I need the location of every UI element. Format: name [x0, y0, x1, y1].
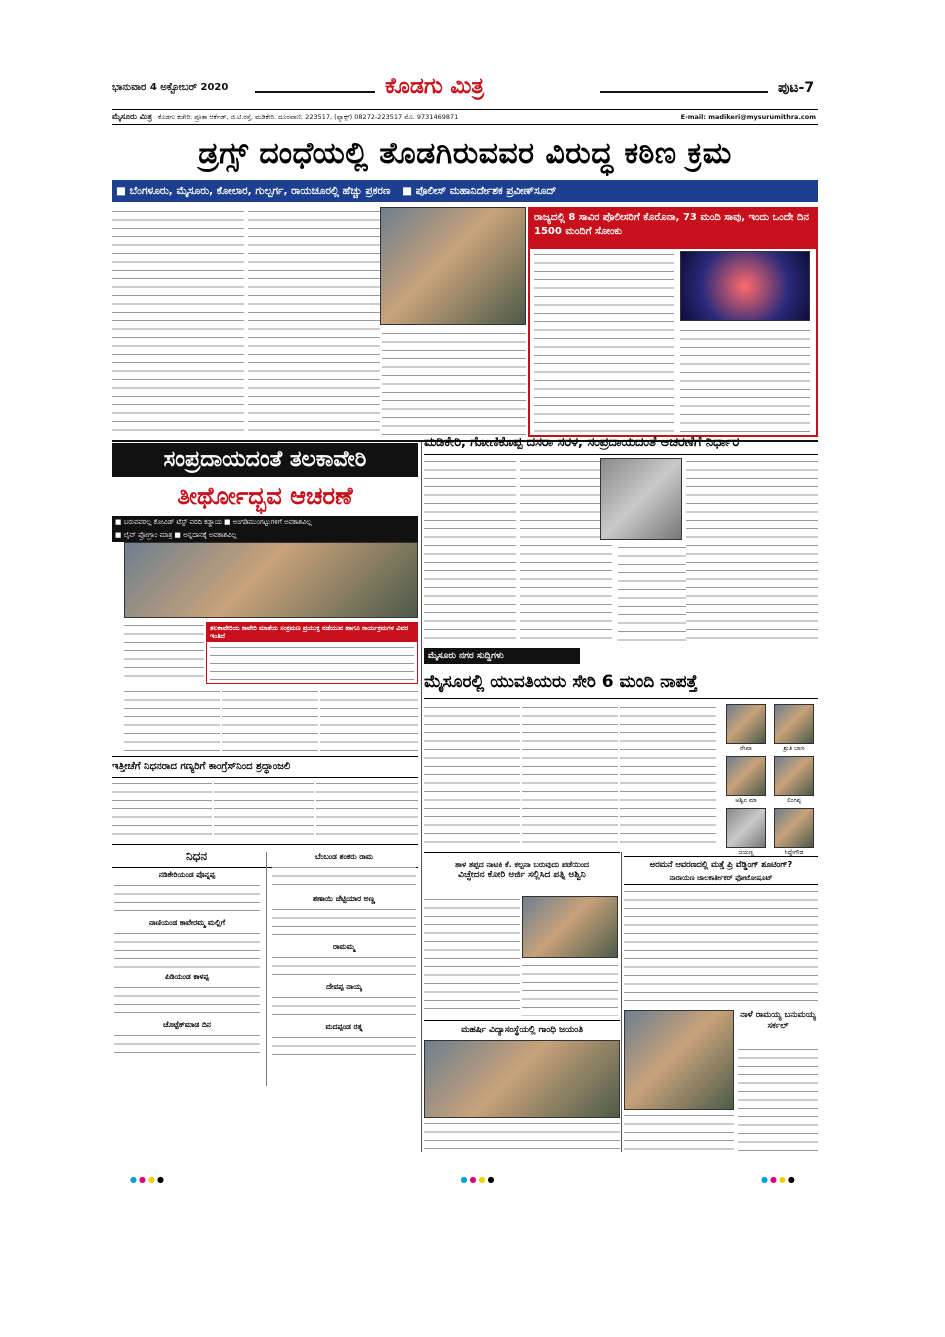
obit-column-right: [266, 852, 418, 1086]
info-box-body: [210, 644, 414, 680]
wedding-headline: ಅರಮನೆ ಆವರಣದಲ್ಲಿ ಮತ್ತೆ ಪ್ರಿ ವೆಡ್ಡಿಂಗ್ ಶೂಟಿಂಗ್?: [624, 856, 818, 871]
obit-text-9: [272, 1034, 416, 1056]
kalpana-photo: [522, 896, 618, 958]
talacauvery-info-box: [206, 622, 418, 684]
kalpana-col-2: [522, 962, 618, 1016]
covid-virus-image: [680, 251, 810, 321]
lead-subhead-2: ■ ಪೊಲೀಸ್ ಮಹಾನಿರ್ದೇಶಕ ಪ್ರವೀಣ್‌ಸೂದ್: [402, 185, 556, 197]
obit-name-6: ಶಣಾಯಿ ಚೆಟ್ಟಿಯಾರ ಅಣ್ಣ: [312, 894, 376, 903]
mysuru-headline: ಮೈಸೂರಲ್ಲಿ ಯುವತಿಯರು ಸೇರಿ 6 ಮಂದಿ ನಾಪತ್ತೆ: [424, 666, 818, 699]
gandhi-headline: ಮಹರ್ಷಿ ವಿದ್ಯಾಸಂಸ್ಥೆಯಲ್ಲಿ ಗಾಂಧಿ ಜಯಂತಿ: [424, 1020, 620, 1039]
col-divider-main: [421, 442, 422, 1152]
portrait-1-caption: ರೇಖಾ: [740, 745, 752, 752]
portrait-6: [774, 808, 814, 848]
mysuru-col-1: [424, 704, 520, 846]
kalpana-headline-2: ವಿಚ್ಛೇದನ ಕೋರಿ ಅರ್ಜಿ ಸಲ್ಲಿಸಿದ ಪತ್ನಿ ಅಶ್ವಿನಿ: [458, 870, 586, 880]
covid-box: [528, 207, 818, 437]
wedding-photo: [624, 1010, 734, 1110]
page-number: ಪುಟ-7: [778, 80, 815, 96]
talacauvery-headline-2: ತೀರ್ಥೋದ್ಭವ ಆಚರಣೆ: [177, 482, 353, 510]
obit-text-1: [114, 882, 260, 916]
congress-col-3: [316, 780, 418, 840]
talacauvery-tags: [112, 516, 418, 542]
obit-name-7: ರಾಮಮ್ಮ: [333, 942, 355, 951]
masthead-title: ಕೊಡಗು ಮಿತ್ರ: [385, 74, 485, 99]
dasara-portrait: [600, 458, 682, 540]
talacauvery-col-1: [124, 622, 204, 682]
mysuru-col-3: [620, 704, 716, 846]
lead-photo-police: [380, 207, 526, 325]
nale-headline: ನಾಳೆ ರಾಮಯ್ಯ ಬನುಮಯ್ಯ ಸರ್ಕಲ್: [739, 1010, 816, 1031]
wedding-body: [624, 888, 818, 1006]
strip-text: ಕೊಡಗು ಕಚೇರಿ: ಪ್ರೂತಾ ಆರ್ಕೆಡ್, ಜಿ.ಟಿ.ರಸ್ತೆ, ಮಡಿಕೇರಿ. ದೂರವಾಣಿ: 223517, (ಫ್ಯಾಕ್ಸ್) 08272-223517 ಮೊ. 9731469871: [157, 113, 459, 121]
dasara-col-1: [424, 458, 516, 646]
print-registration-marks: ●●●● ●●●● ●●●●: [130, 1175, 797, 1184]
dasara-headline: ಮಡಿಕೇರಿ, ಗೋಣಿಕೊಪ್ಪ ದಸರಾ ಸರಳ, ಸಂಪ್ರದಾಯದಂತೆ ಆಚರಣೆಗೆ ನಿರ್ಧಾರ: [424, 432, 818, 455]
obit-name-3: ಪಿಡಿಯಂಡ ಕಾಳಪ್ಪ: [165, 972, 209, 981]
wedding-subhead: ನಾರಾಯಣ ಜಾಲಕಾರ್ತೀಕರ್ ಫೋಟೋಷೂಟ್: [624, 872, 818, 885]
kalpana-headline-1: ತಾಳ ತಪ್ಪದ ನಾಟಕಿ ಕೆ. ಕಲ್ಪನಾ ಬರುವುದು ಪಡೆಯಿಂದ: [455, 860, 589, 869]
portrait-4: [774, 756, 814, 796]
lead-col-3: [382, 330, 526, 436]
tag-4: ■ ಅನ್ನದಾನಕ್ಕೆ ಅವಕಾಶವಿಲ್ಲ: [174, 531, 236, 539]
obituary-heading: ನಿಧನ: [112, 844, 418, 868]
col-divider-right: [621, 852, 622, 1152]
portrait-5-caption: ಜಯಣ್ಣ: [738, 849, 754, 856]
obit-text-6: [272, 906, 416, 940]
wedding-caption: [624, 1112, 734, 1152]
nale-body: [738, 1046, 818, 1152]
lead-subhead-bar: [112, 180, 818, 202]
kalpana-col-1: [424, 896, 520, 1016]
talacauvery-col-4: [320, 688, 418, 756]
congress-col-1: [112, 780, 212, 840]
portrait-4-caption: ಲಿಂಗಪ್ಪ: [786, 797, 802, 804]
portrait-2-caption: ಶ್ರುತಿ ಬಾಣ: [783, 745, 805, 752]
masthead-rule-left: [255, 91, 375, 93]
congress-headline: ಇತ್ತೀಚೆಗೆ ನಿಧನರಾದ ಗಣ್ಯರಿಗೆ ಕಾಂಗ್ರೆಸ್‌ನಿಂದ ಶ್ರದ್ಧಾಂಜಲಿ: [112, 756, 418, 778]
masthead-date: ಭಾನುವಾರ 4 ಅಕ್ಟೋಬರ್ 2020: [112, 82, 229, 93]
gandhi-caption-text: [424, 1120, 620, 1152]
tag-2: ■ ಅಂಗಡಿಮುಂಗಟ್ಟುಗಳಿಗೆ ಅವಕಾಶವಿಲ್ಲ: [224, 518, 312, 526]
portrait-2: [774, 704, 814, 744]
covid-body-2: [680, 327, 810, 433]
obit-name-5: ಬೆಂಬಂಡ ಶಂಕರು ರಾಮ: [314, 852, 374, 861]
strip-brand: ಮೈಸೂರು ಮಿತ್ರ: [112, 112, 152, 121]
obit-text-2: [114, 930, 260, 970]
obit-name-9: ಮದಪ್ಪಂಡ ರತ್ನ: [325, 1022, 363, 1031]
masthead-rule-right: [600, 91, 768, 93]
portrait-6-caption: ಸಿದ್ದೇಗೌಡ: [784, 849, 804, 856]
tag-3: ■ ಲೈವ್ ಪ್ರೋಗ್ರಾಂ ಮಾತ್ರ: [115, 531, 172, 539]
portrait-1: [726, 704, 766, 744]
obit-name-8: ದೇವಪ್ಪ ನಾಯ್ಕ: [326, 982, 362, 991]
gandhi-photo: [424, 1040, 620, 1118]
obit-text-8: [272, 994, 416, 1020]
obit-name-2: ನಾಣಿಯಂಡ ಕಾವೇರಮ್ಮ ಮಲ್ಲಿಗೆ: [148, 918, 226, 927]
dasara-col-2: [520, 458, 612, 646]
contact-strip: [112, 109, 818, 125]
lead-subhead-1: ■ ಬೆಂಗಳೂರು, ಮೈಸೂರು, ಕೋಲಾರ, ಗುಲ್ಬರ್ಗ, ರಾಯಚೂರಲ್ಲಿ ಹೆಚ್ಚು ಪ್ರಕರಣ: [116, 185, 390, 197]
talacauvery-col-3: [222, 688, 318, 756]
covid-body: [534, 251, 674, 433]
congress-col-2: [214, 780, 314, 840]
covid-headline: ರಾಜ್ಯದಲ್ಲಿ 8 ಸಾವಿರ ಪೊಲೀಸರಿಗೆ ಕೊರೊನಾ, 73 ಮಂದಿ ಸಾವು, ಇಂದು ಒಂದೇ ದಿನ 1500 ಮಂದಿಗೆ ಸೋಂಕು: [530, 209, 816, 249]
portrait-3-caption: ಅಶ್ವಿನ ಮಾ: [735, 797, 757, 804]
lead-col-2: [248, 208, 380, 436]
tag-1: ■ ಬರುವವರಲ್ಲ ಕೋವಿಡ್ ಟೆಸ್ಟ್ ವರದಿ ಕಡ್ಡಾಯ: [115, 518, 222, 526]
mysuru-label: ಮೈಸೂರು ನಗರ ಸುದ್ದಿಗಳು: [424, 648, 580, 664]
lead-col-1: [112, 208, 244, 436]
kalpana-headline: [424, 852, 620, 895]
obit-text-4: [114, 1032, 260, 1056]
portrait-3: [726, 756, 766, 796]
lead-headline: ಡ್ರಗ್ಸ್ ದಂಧೆಯಲ್ಲಿ ತೊಡಗಿರುವವರ ವಿರುದ್ಧ ಕಠಿಣ ಕ್ರಮ: [198, 136, 732, 171]
talacauvery-headline-1: ಸಂಪ್ರದಾಯದಂತೆ ತಲಕಾವೇರಿ: [112, 443, 418, 477]
talacauvery-col-2: [124, 688, 220, 756]
obit-column-left: [112, 870, 262, 1086]
strip-email: E-mail: madikeri@mysurumithra.com: [680, 113, 816, 121]
obit-text-5: [272, 864, 416, 892]
obit-text-7: [272, 954, 416, 980]
obit-text-3: [114, 984, 260, 1018]
dasara-col-4: [686, 458, 818, 646]
talacauvery-photo-meeting: [124, 542, 418, 618]
obit-name-1: ನಡಿಕೇರಿಯಂಡ ಪೊನ್ನಪ್ಪ: [158, 870, 216, 879]
info-box-title: ತಲಕಾವೇರಿಯ ಕಾವೇರಿ ಮಾತೆಯ ಸಂಕ್ರಮಣ ಪ್ರಯುಕ್ತ ನಡೆಯುವ ಹಾಗೂ ಕಾರ್ಯಕ್ರಮಗಳ ವಿವರ ಇಂತಿದೆ: [207, 623, 417, 642]
obit-name-4: ಚೊಟ್ಟೆಕ್‌ಮಾಡ ದಿನ: [163, 1020, 211, 1029]
mysuru-col-2: [522, 704, 618, 846]
portrait-5: [726, 808, 766, 848]
